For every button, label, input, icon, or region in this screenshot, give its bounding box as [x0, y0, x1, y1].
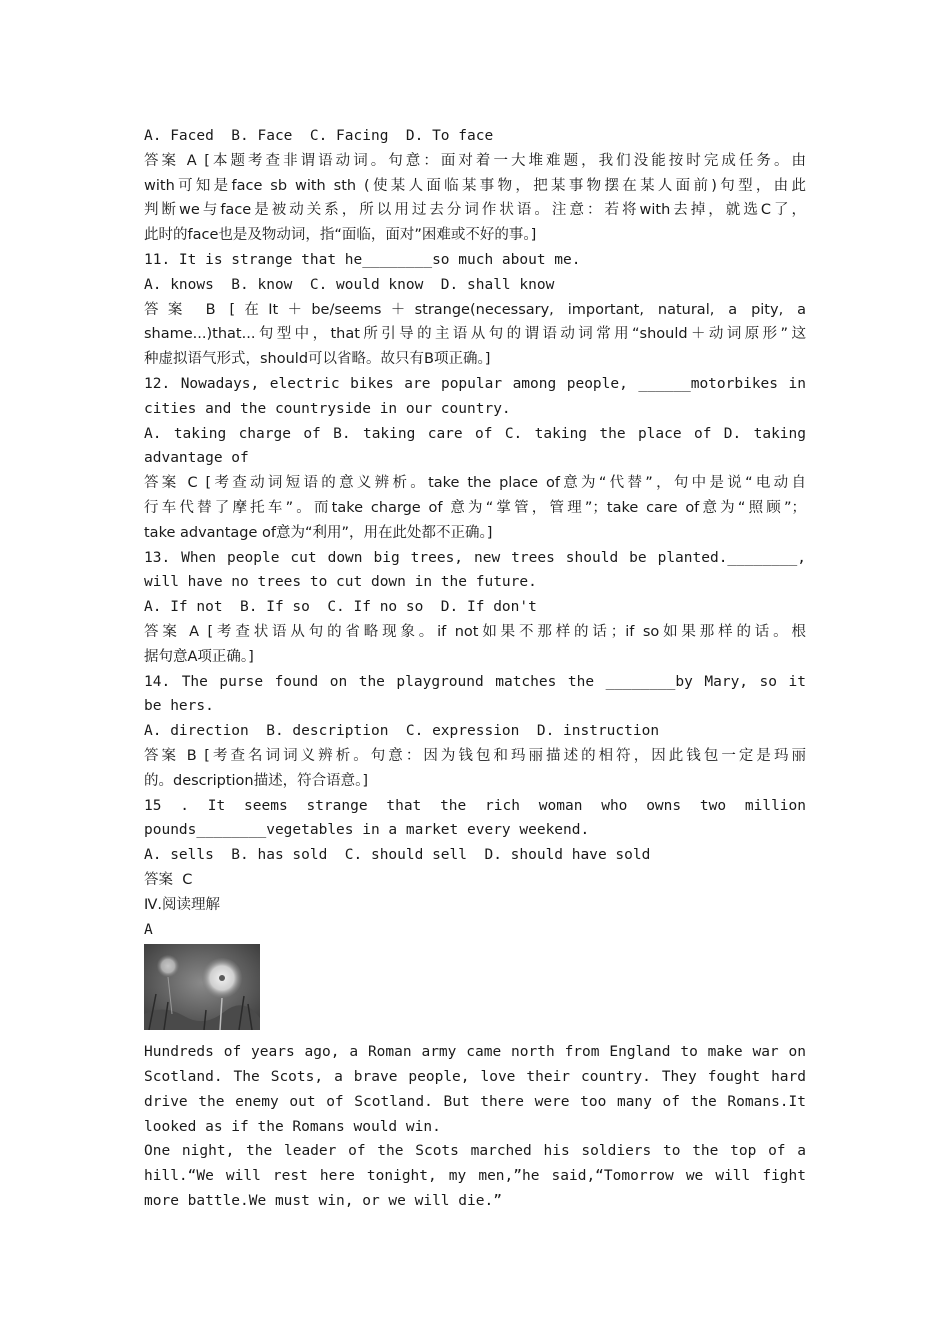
exercise-line: 14. The purse found on the playground matches the ________by Mary, so it — [144, 673, 806, 690]
exercise-line: take advantage of意为“利用”，用在此处都不正确。] — [144, 524, 493, 541]
exercise-line: 种虚拟语气形式，should可以省略。故只有B项正确。] — [144, 351, 491, 368]
exercise-line: 的。description描述，符合语意。] — [144, 772, 369, 789]
passage-label: A — [144, 921, 153, 938]
exercise-line: A. sells B. has sold C. should sell D. should have sold — [144, 847, 651, 864]
exercise-line: with可知是face sb with sth (使某人面临某事物，把某事物摆在某人面前)句型，由此 — [144, 177, 806, 194]
exercise-line: 判断we与face是被动关系，所以用过去分词作状语。注意：若将with去掉，就选C了， — [144, 202, 806, 219]
exercise-line: 答案 C [考查动词短语的意义辨析。take the place of意为“代替”，句中是说“电动自 — [144, 475, 806, 492]
exercise-line: 答案 C — [144, 871, 193, 888]
exercise-line: A. taking charge of B. taking care of C. taking the place of D. taking — [144, 425, 806, 442]
exercise-line: advantage of — [144, 450, 249, 467]
exercise-line: A. knows B. know C. would know D. shall know — [144, 276, 555, 293]
exercise-line: 11. It is strange that he________so much about me. — [144, 251, 581, 268]
passage-line: more battle.We must win, or we will die.” — [144, 1193, 502, 1210]
section-heading: Ⅳ.阅读理解 — [144, 896, 220, 913]
dandelion-photo — [144, 944, 260, 1030]
exercise-line: A. direction B. description C. expression D. instruction — [144, 723, 660, 740]
passage-line: looked as if the Romans would win. — [144, 1118, 441, 1135]
exercise-line: 答案 A [考查状语从句的省略现象。if not如果不那样的话；if so如果那样的话。根 — [144, 623, 806, 640]
exercise-line: 据句意A项正确。] — [144, 648, 254, 665]
reading-passage — [144, 1040, 806, 1214]
exercise-line: be hers. — [144, 698, 214, 715]
passage-line: Hundreds of years ago, a Roman army came north from England to make war on — [144, 1044, 806, 1061]
exercise-line: 此时的face也是及物动词，指“面临，面对”困难或不好的事。] — [144, 227, 537, 244]
exercise-line: 15 . It seems strange that the rich woman who owns two million — [144, 797, 806, 814]
exercise-line: pounds________vegetables in a market every weekend. — [144, 822, 590, 839]
passage-line: drive the enemy out of Scotland. But there were too many of the Romans.It — [144, 1093, 806, 1110]
passage-line: Scotland. The Scots, a brave people, love their country. They fought hard — [144, 1069, 806, 1086]
exercise-line: 答案 B [在It＋be/seems＋strange(necessary, important, natural, a pity, a — [144, 301, 806, 318]
exercise-line: 12. Nowadays, electric bikes are popular among people, ______motorbikes in — [144, 375, 806, 392]
passage-line: hill.“We will rest here tonight, my men,”he said,“Tomorrow we will fight — [144, 1168, 806, 1185]
exercise-line: 13. When people cut down big trees, new trees should be planted.________, — [144, 549, 806, 566]
exercise-line: 答案 B [考查名词词义辨析。句意：因为钱包和玛丽描述的相符，因此钱包一定是玛丽 — [144, 747, 806, 764]
document-page — [144, 124, 806, 1214]
passage-line: One night, the leader of the Scots marched his soldiers to the top of a — [144, 1143, 806, 1160]
exercise-line: will have no trees to cut down in the future. — [144, 574, 537, 591]
exercise-line: A. Faced B. Face C. Facing D. To face — [144, 128, 494, 144]
exercise-line: cities and the countryside in our country. — [144, 400, 511, 417]
exercise-line: 行车代替了摩托车”。而take charge of 意为“掌管，管理”；take care of意为“照顾”； — [144, 499, 806, 516]
exercise-line: 答案 A [本题考查非谓语动词。句意：面对着一大堆难题，我们没能按时完成任务。由 — [144, 152, 806, 169]
exercise-line: A. If not B. If so C. If no so D. If don't — [144, 599, 537, 616]
exercise-line: shame...)that...句型中，that所引导的主语从句的谓语动词常用“should＋动词原形”这 — [144, 326, 806, 343]
exercise-block — [144, 124, 806, 893]
